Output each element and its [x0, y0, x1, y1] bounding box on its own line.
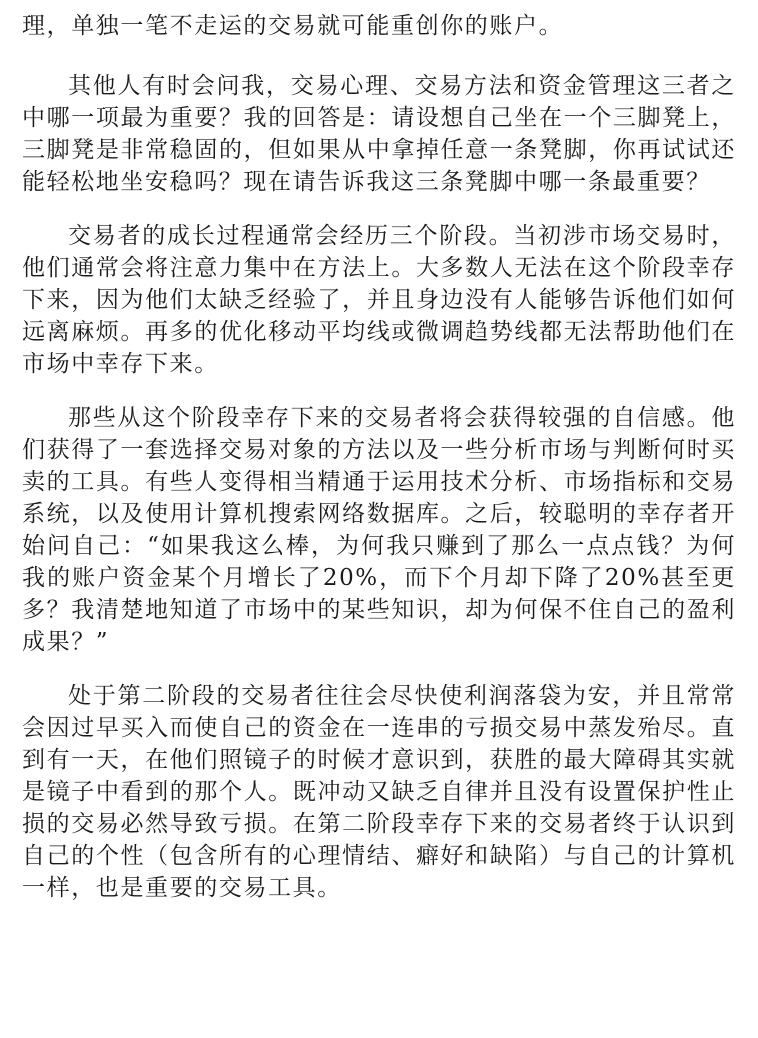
- paragraph-4: 那些从这个阶段幸存下来的交易者将会获得较强的自信感。他们获得了一套选择交易对象的方法以及一些分析市场与判断何时买卖的工具。有些人变得相当精通于运用技术分析、市场指标和交易系统，以及使用计算机搜索网络数据库。之后，较聪明的幸存者开始问自己：“如果我这么棒，为何我只赚到了那么一点点钱？为何我的账户资金某个月增长了20%，而下个月却下降了20%甚至更多？我清楚地知道了市场中的某些知识，却为何保不住自己的盈利成果？”: [22, 405, 736, 655]
- paragraph-1: 理，单独一笔不走运的交易就可能重创你的账户。: [22, 13, 564, 39]
- paragraph-3: 交易者的成长过程通常会经历三个阶段。当初涉市场交易时，他们通常会将注意力集中在方法上。大多数人无法在这个阶段幸存下来，因为他们太缺乏经验了，并且身边没有人能够告诉他们如何远离麻烦。再多的优化移动平均线或微调趋势线都无法帮助他们在市场中幸存下来。: [22, 223, 736, 377]
- paragraph-5: 处于第二阶段的交易者往往会尽快使利润落袋为安，并且常常会因过早买入而使自己的资金在一连串的亏损交易中蒸发殆尽。直到有一天，在他们照镜子的时候才意识到，获胜的最大障碍其实就是镜子中看到的那个人。既冲动又缺乏自律并且没有设置保护性止损的交易必然导致亏损。在第二阶段幸存下来的交易者终于认识到自己的个性（包含所有的心理情结、癖好和缺陷）与自己的计算机一样，也是重要的交易工具。: [22, 683, 736, 901]
- paragraph-2: 其他人有时会问我，交易心理、交易方法和资金管理这三者之中哪一项最为重要？我的回答是：请设想自己坐在一个三脚凳上，三脚凳是非常稳固的，但如果从中拿掉任意一条凳脚，你再试试还能轻松地坐安稳吗？现在请告诉我这三条凳脚中哪一条最重要？: [22, 73, 736, 195]
